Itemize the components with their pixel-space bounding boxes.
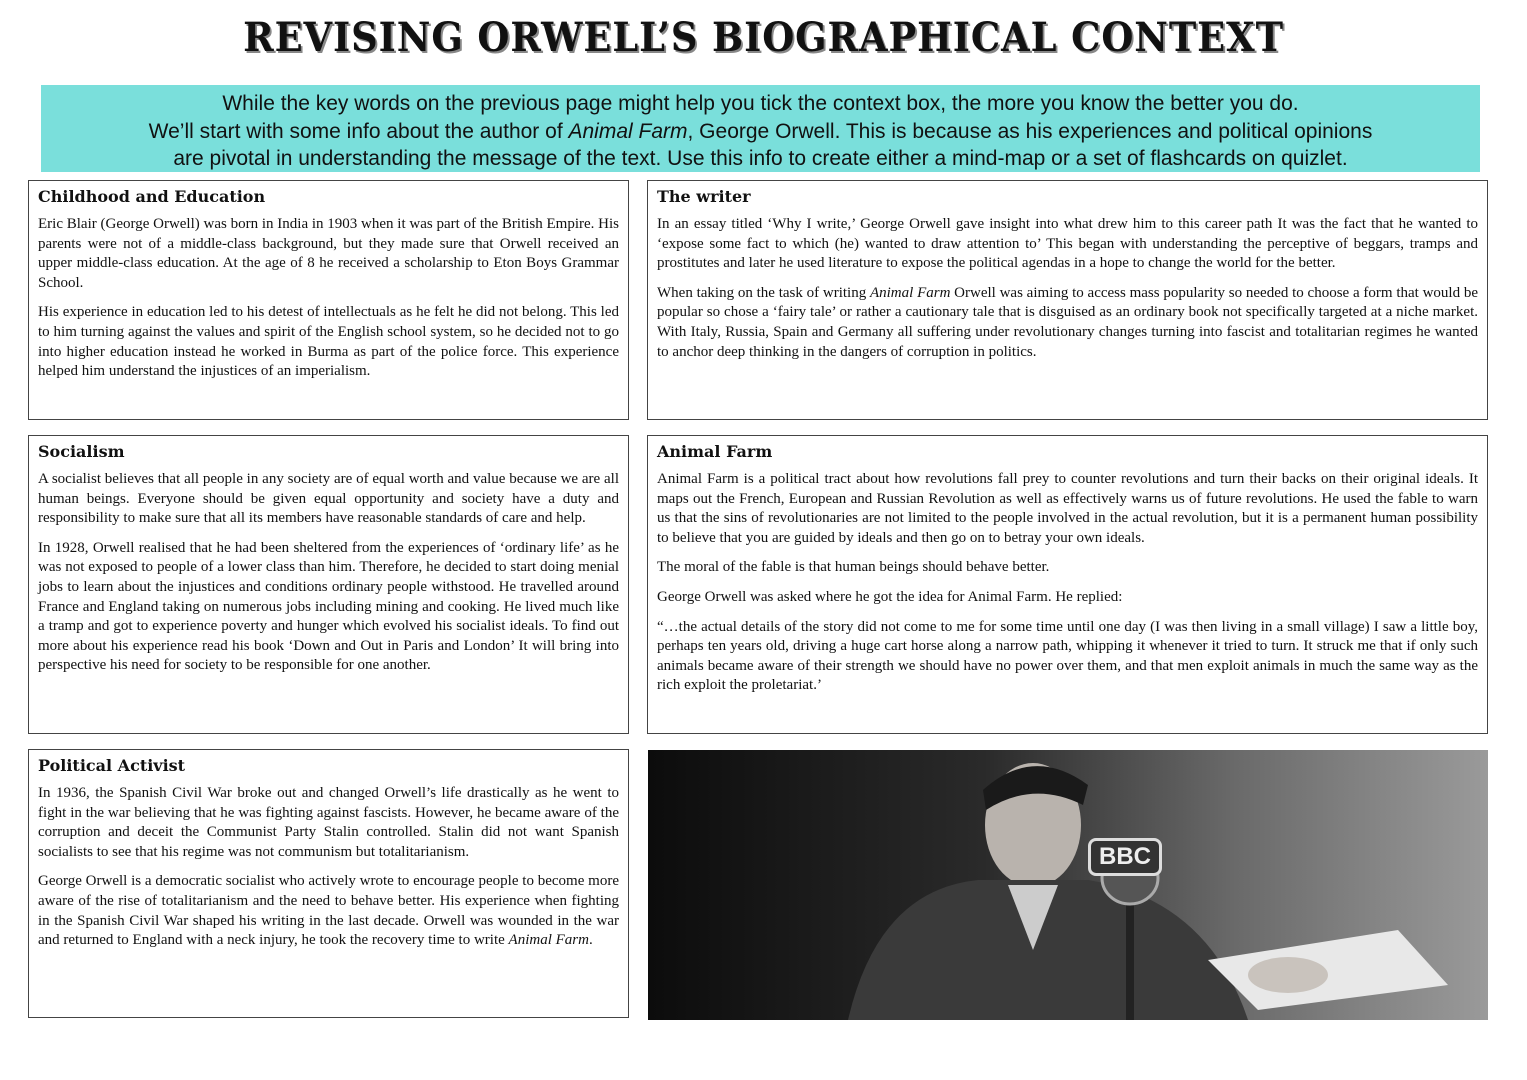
intro-line: are pivotal in understanding the message of the text. Use this info to create either a mind-map or a set of flashcards on quizlet. (173, 147, 1348, 170)
paragraph: Animal Farm is a political tract about how revolutions fall prey to counter revolutions and turn their backs on their original ideals. It maps out the French, European and Russian Revolution as well as effectively warns us of future revolutions. He used the fable to warn us that the sins of revolutionaries are not limited to the people involved in the actual revolution, but it is a permanent human possibility to believe that you are guided by ideals and then go on to betray your own ideals. (657, 471, 1478, 546)
text: . (588, 932, 593, 949)
paragraph: George Orwell was asked where he got the idea for Animal Farm. He replied: (657, 588, 1123, 605)
bbc-logo: BBC (1088, 838, 1162, 876)
orwell-photo (648, 750, 1488, 1020)
quote: “…the actual details of the story did not come to me for some time until one day (I was then living in a small village) I saw a little boy, perhaps ten years old, driving a huge cart horse along a narrow path, whipping it whenever it tried to turn. It struck me that if only such animals became aware of their strength we should have no power over them, and that men exploit animals in much the same way as the rich exploit the proletariat.’ (657, 618, 1478, 694)
paragraph (657, 284, 1478, 362)
intro-text: We’ll start with some info about the author of (148, 119, 569, 143)
section-heading: Childhood and Education (38, 187, 266, 206)
page-title: REVISING ORWELL’S BIOGRAPHICAL CONTEXT (243, 14, 1284, 61)
section-animal-farm (647, 435, 1488, 734)
section-childhood (28, 180, 629, 420)
paragraph: In an essay titled ‘Why I write,’ George Orwell gave insight into what drew him to this career path It was the fact that he wanted to ‘expose some fact to which (he) wanted to draw attention to’ This began with understanding the perceptive of beggars, tramps and prostitutes and later he used literature to expose the political agendas in a hope to change the world for the better. (657, 216, 1478, 272)
text: When taking on the task of writing (657, 284, 870, 301)
section-heading: Socialism (38, 442, 125, 461)
section-socialism (28, 435, 629, 734)
section-heading: Animal Farm (657, 442, 773, 461)
paragraph: In 1936, the Spanish Civil War broke out and changed Orwell’s life drastically as he went to fight in the war believing that he was fighting against fascists. However, he became aware of the corruption and deceit the Communist Party Stalin controlled. Stalin did not want Spanish socialists to see that his regime was not communism but totalitarianism. (38, 785, 619, 860)
section-heading: The writer (657, 187, 751, 206)
intro-line (41, 118, 1480, 146)
intro-banner (41, 85, 1480, 172)
orwell-at-microphone-illustration (648, 750, 1488, 1020)
text: Orwell was aiming to access mass popularity so needed to choose a form that would be popular so chose a ‘fairy tale’ or rather a cautionary tale that is disguised as an ordinary book not specifically targeted at a niche market. With Italy, Russia, Spain and Germany all suffering under revolutionary changes turning into fascist and totalitarian regimes he wanted to anchor deep thinking in the dangers of corruption in politics. (657, 284, 1478, 360)
book-title: Animal Farm (869, 284, 951, 301)
book-title: Animal Farm (508, 932, 589, 949)
paragraph: The moral of the fable is that human beings should behave better. (657, 559, 1050, 576)
intro-line: While the key words on the previous page might help you tick the context box, the more you know the better you do. (222, 92, 1299, 115)
paragraph: Eric Blair (George Orwell) was born in India in 1903 when it was part of the British Empire. His parents were not of a middle-class background, but they made sure that Orwell received an upper middle-class education. At the age of 8 he received a scholarship to Eton Boys Grammar School. (38, 216, 619, 291)
book-title: Animal Farm (568, 119, 688, 143)
paragraph: His experience in education led to his detest of intellectuals as he felt he did not belong. This led to him turning against the values and spirit of the English school system, so he decided not to go into higher education instead he worked in Burma as part of the police force. This experience helped him understand the injustices of an imperialism. (38, 304, 619, 380)
section-political-activist (28, 749, 629, 1018)
section-heading: Political Activist (38, 756, 186, 775)
paragraph (38, 872, 619, 950)
section-writer (647, 180, 1488, 420)
paragraph: In 1928, Orwell realised that he had been sheltered from the experiences of ‘ordinary life’ as he was not exposed to people of a lower class than him. Therefore, he decided to start doing menial jobs to learn about the injustices and conditions ordinary people withstood. He travelled around France and England taking on numerous jobs including mining and cooking. He lived much like a tramp and got to experience poverty and hunger which evolved his socialist ideals. To find out more about his experience read his book ‘Down and Out in Paris and London’ It will bring into perspective his need for society to be responsible for one another. (38, 539, 619, 674)
text: George Orwell is a democratic socialist who actively wrote to encourage people to become more aware of the rise of totalitarianism and the need to behave better. His experience when fighting in the Spanish Civil War shaped his writing in the last decade. Orwell was wounded in the war and returned to England with a neck injury, he took the recovery time to write (38, 873, 619, 949)
paragraph: A socialist believes that all people in any society are of equal worth and value because we are all human beings. Everyone should be given equal opportunity and society have a duty and responsibility to make sure that all its members have reasonable standards of care and help. (38, 471, 619, 527)
intro-text: , George Orwell. This is because as his experiences and political opinions (687, 119, 1373, 143)
